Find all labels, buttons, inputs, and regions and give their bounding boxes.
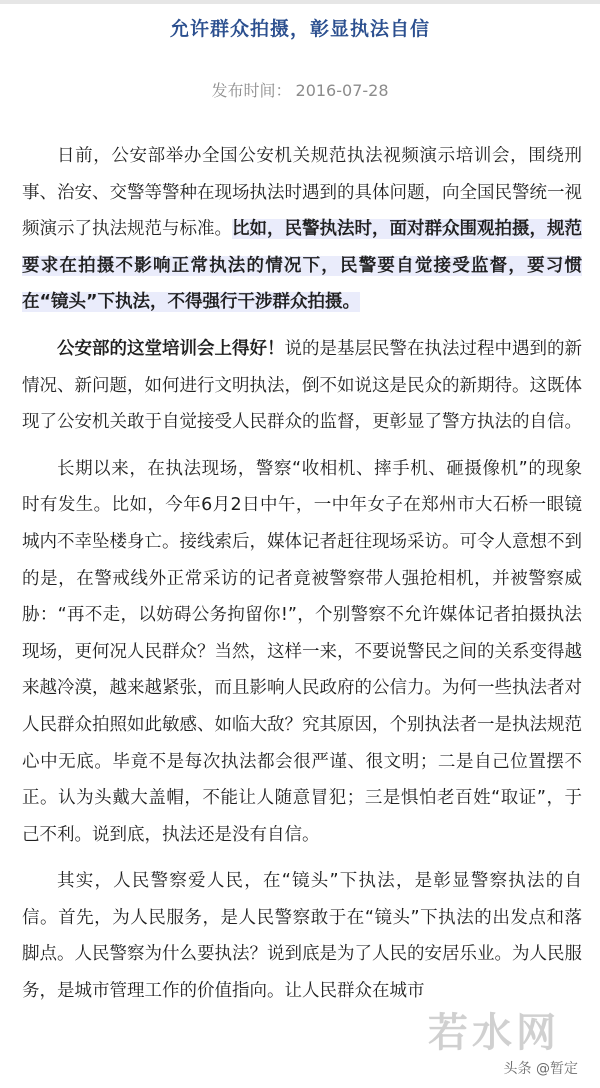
- publish-date: [0, 78, 600, 101]
- paragraph-2-text: 说的是基层民警在执法过程中遇到的新情况、新问题，如何进行文明执法，倒不如说这是民众的新期待。这既体现了公安机关敢于自觉接受人民群众的监督，更彰显了警方执法的自信。: [22, 338, 582, 433]
- paragraph-3: 长期以来，在执法现场，警察“收相机、摔手机、砸摄像机”的现象时有发生。比如，今年6月2日中午，一中年女子在郑州市大石桥一眼镜城内不幸坠楼身亡。接线索后，媒体记者赶往现场采访。可令人意想不到的是，在警戒线外正常采访的记者竟被警察带人强抢相机，并被警察威胁：“再不走，以妨碍公务拘留你!”，个别警察不允许媒体记者拍摄执法现场，更何况人民群众？当然，这样一来，不要说警民之间的关系变得越来越冷漠，越来越紧张，而且影响人民政府的公信力。为何一些执法者对人民群众拍照如此敏感、如临大敌？究其原因，个别执法者一是执法规范心中无底。毕竟不是每次执法都会很严谨、很文明；二是自己位置摆不正。认为头戴大盖帽，不能让人随意冒犯；三是惧怕老百姓“取证”，于己不利。说到底，执法还是没有自信。: [22, 458, 582, 845]
- watermark-source: 头条 @暂定: [503, 1061, 578, 1077]
- paragraph-1-highlight: 比如，民警执法时，面对群众围观拍摄，规范要求在拍摄不影响正常执法的情况下，民警要自觉接受监督，要习惯在“镜头”下执法，不得强行干涉群众拍摄。: [22, 219, 582, 313]
- watermark-logo: 若水网: [428, 1010, 560, 1056]
- paragraph-2: [22, 331, 582, 441]
- paragraph-4: 其实，人民警察爱人民，在“镜头”下执法，是彰显警察执法的自信。首先，为人民服务，是人民警察敢于在“镜头”下执法的出发点和落脚点。人民警察为什么要执法？说到底是为了人民的安居乐业。为人民服务，是城市管理工作的价值指向。让人民群众在城市: [22, 871, 582, 1002]
- paragraph-2-lead: 公安部的这堂培训会上得好！: [57, 338, 285, 359]
- publish-date-value: 2016-07-28: [295, 81, 389, 100]
- article-title: 允许群众拍摄，彰显执法自信: [169, 18, 430, 40]
- watermark: [380, 1008, 600, 1088]
- publish-date-label: 发布时间：: [211, 81, 292, 100]
- article-body: [22, 138, 582, 1020]
- paragraph-1: [22, 138, 582, 321]
- paragraph-1-text: 日前，公安部举办全国公安机关规范执法视频演示培训会，围绕刑事、治安、交警等警种在现场执法时遇到的具体问题，向全国民警统一视频演示了执法规范与标准。: [22, 146, 582, 240]
